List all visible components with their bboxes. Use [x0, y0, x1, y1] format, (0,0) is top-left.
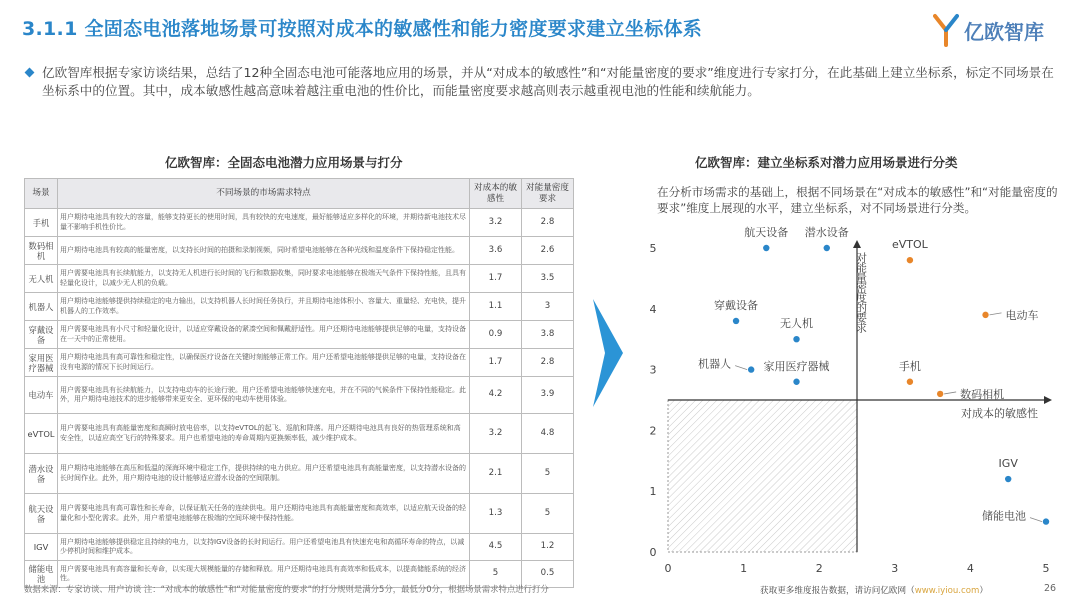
table-row — [25, 454, 574, 494]
point-label: 机器人 — [698, 357, 732, 371]
table-row — [25, 349, 574, 377]
chart-description: 在分析市场需求的基础上，根据不同场景在“对成本的敏感性”和“对能量密度的要求”维度上展现的水平，建立坐标系，对不同场景进行分类。 — [657, 185, 1058, 215]
point-label: 航天设备 — [744, 226, 789, 239]
desc-cell: 用户需要电池具有长续航能力，以支持电动车的长途行驶。用户还希望电池能够快速充电，并在不同的气候条件下保持性能稳定。此外，用户期待电池技术的进步能够带来更安全、更环保的电动车使用体验。 — [58, 377, 470, 414]
table-row — [25, 209, 574, 237]
data-point — [748, 366, 754, 372]
cost-score-cell: 1.1 — [470, 293, 522, 321]
footer-url-link[interactable]: www.iyiou.com — [914, 586, 980, 596]
point-leader-line — [990, 313, 1002, 315]
data-point — [763, 245, 769, 251]
desc-cell: 用户需要电池具有高容量和长寿命，以实现大规模能量的存储和释放。用户还期待电池具有高效率和低成本，以提高储能系统的经济性。 — [58, 561, 470, 588]
x-tick-label: 3 — [891, 562, 899, 575]
x-tick-label: 1 — [740, 562, 748, 575]
point-label: IGV — [998, 457, 1018, 471]
desc-cell: 用户期待电池能够提供稳定且持续的电力，以支持IGV设备的长时间运行。用户还希望电池具有快速充电和高循环寿命的特点，以减少停机时间和维护成本。 — [58, 534, 470, 561]
scene-cell: 机器人 — [25, 293, 58, 321]
point-label: eVTOL — [892, 238, 928, 252]
score-table — [24, 178, 574, 588]
cost-score-cell: 4.5 — [470, 534, 522, 561]
point-label: 穿戴设备 — [714, 298, 759, 312]
y-tick-label: 3 — [649, 363, 657, 377]
scatter-chart — [615, 226, 1065, 582]
table-row — [25, 265, 574, 293]
scene-cell: 潜水设备 — [25, 454, 58, 494]
desc-cell: 用户期待电池能够在高压和低温的深海环境中稳定工作，提供持续的电力供应。用户还希望电池具有高能量密度，以支持潜水设备的长时间作业。此外，用户期待电池的设计能够适应潜水设备的空间限制。 — [58, 454, 470, 494]
energy-score-cell: 0.5 — [522, 561, 574, 588]
y-axis-label: 对能量密度的要求 — [854, 252, 868, 332]
energy-score-cell: 3 — [522, 293, 574, 321]
point-label: 数码相机 — [960, 387, 1005, 401]
energy-score-cell: 5 — [522, 454, 574, 494]
energy-score-cell: 2.8 — [522, 349, 574, 377]
table-header-desc: 不同场景的市场需求特点 — [58, 179, 470, 209]
data-point — [824, 245, 830, 251]
table-row — [25, 414, 574, 454]
scene-cell: 电动车 — [25, 377, 58, 414]
point-leader-line — [944, 392, 956, 394]
table-header-cost: 对成本的敏感性 — [470, 179, 522, 209]
energy-score-cell: 3.9 — [522, 377, 574, 414]
x-tick-label: 4 — [966, 562, 974, 575]
cost-score-cell: 5 — [470, 561, 522, 588]
footer-text-start: 获取更多维度报告数据，请访问亿欧网（ — [760, 586, 915, 596]
energy-score-cell: 2.8 — [522, 209, 574, 237]
data-point — [982, 312, 988, 318]
table-header-energy: 对能量密度要求 — [522, 179, 574, 209]
y-axis-arrowhead — [853, 240, 861, 248]
cost-score-cell: 0.9 — [470, 321, 522, 349]
cost-score-cell: 2.1 — [470, 454, 522, 494]
scene-cell: 航天设备 — [25, 494, 58, 534]
scene-cell: 家用医疗器械 — [25, 349, 58, 377]
logo-text: 亿欧智库 — [964, 19, 1044, 44]
cost-score-cell: 1.7 — [470, 349, 522, 377]
point-label: 手机 — [898, 359, 921, 373]
table-row — [25, 494, 574, 534]
desc-cell: 用户需要电池具有高能量密度和高瞬时放电倍率，以支持eVTOL的起飞、巡航和降落。用户还期待电池具有良好的热管理系统和高安全性，以适应高空飞行的特殊要求。用户也希望电池的寿命周期内更换频率低，减少维护成本。 — [58, 414, 470, 454]
desc-cell: 用户需要电池具有长续航能力，以支持无人机进行长时间的飞行和数据收集，同时要求电池能够在极端天气条件下保持性能，且具有轻量化设计，以减少无人机的负载。 — [58, 265, 470, 293]
scene-cell: 无人机 — [25, 265, 58, 293]
point-leader-line — [735, 366, 747, 370]
source-note: 数据来源：专家访谈、用户访谈 注：“对成本的敏感性”和“对能量密度的要求”的打分规则是满分5分，最低分0分，根据场景需求特点进行打分 — [24, 584, 549, 594]
data-point — [793, 379, 799, 385]
cost-score-cell: 3.2 — [470, 209, 522, 237]
scene-cell: 数码相机 — [25, 237, 58, 265]
energy-score-cell: 3.8 — [522, 321, 574, 349]
logo — [933, 12, 1044, 48]
cost-score-cell: 3.2 — [470, 414, 522, 454]
cost-score-cell: 3.6 — [470, 237, 522, 265]
cost-score-cell: 1.7 — [470, 265, 522, 293]
data-point — [1043, 518, 1049, 524]
data-point — [907, 257, 913, 263]
intro-text: 亿欧智库根据专家访谈结果，总结了12种全固态电池可能落地应用的场景，并从“对成本的敏感性”和“对能量密度的要求”维度进行专家打分，在此基础上建立坐标系，标定不同场景在坐标系中的位置。其中，成本敏感性越高意味着越注重电池的性价比，而能量密度要求越高则表示越重视电池的性能和续航能力。 — [42, 65, 1054, 98]
low-low-quadrant — [668, 400, 857, 552]
desc-cell: 用户期待电池能够提供持续稳定的电力输出，以支持机器人长时间任务执行，并且期待电池体积小、容量大、重量轻、充电快，提升机器人的工作效率。 — [58, 293, 470, 321]
desc-cell: 用户需要电池具有高可靠性和长寿命，以保证航天任务的连续供电。用户还期待电池具有高能量密度和高效率，以适应航天设备的轻量化和小型化需求。此外，用户希望电池能够在极端的空间环境中保持性能。 — [58, 494, 470, 534]
logo-mark-icon — [933, 13, 959, 47]
y-tick-label: 2 — [649, 424, 657, 438]
scene-cell: IGV — [25, 534, 58, 561]
page-title: 3.1.1 全固态电池落地场景可按照对成本的敏感性和能力密度要求建立坐标体系 — [22, 18, 703, 40]
point-label: 潜水设备 — [804, 226, 849, 239]
energy-score-cell: 1.2 — [522, 534, 574, 561]
desc-cell: 用户期待电池具有较高的能量密度，以支持长时间的拍摄和录制视频，同时希望电池能够在各种光线和温度条件下保持稳定性能。 — [58, 237, 470, 265]
cost-score-cell: 1.3 — [470, 494, 522, 534]
energy-score-cell: 5 — [522, 494, 574, 534]
table-header-scene: 场景 — [25, 179, 58, 209]
desc-cell: 用户需要电池具有小尺寸和轻量化设计，以适应穿戴设备的紧凑空间和佩戴舒适性。用户还期待电池能够提供足够的电量，支持设备在一天中的正常使用。 — [58, 321, 470, 349]
x-tick-label: 2 — [815, 562, 823, 575]
x-tick-label: 0 — [664, 562, 672, 575]
energy-score-cell: 4.8 — [522, 414, 574, 454]
y-tick-label: 4 — [649, 302, 657, 316]
data-point — [733, 318, 739, 324]
chart-caption: 亿欧智库：建立坐标系对潜力应用场景进行分类 — [695, 155, 958, 170]
data-point — [793, 336, 799, 342]
y-tick-label: 1 — [649, 485, 657, 499]
point-label: 家用医疗器械 — [763, 359, 830, 373]
point-label: 电动车 — [1005, 308, 1039, 322]
point-leader-line — [1030, 518, 1042, 522]
scene-cell: eVTOL — [25, 414, 58, 454]
data-point — [1005, 476, 1011, 482]
cost-score-cell: 4.2 — [470, 377, 522, 414]
data-point — [907, 379, 913, 385]
point-label: 储能电池 — [982, 509, 1026, 523]
table-row — [25, 321, 574, 349]
data-point — [937, 391, 943, 397]
scene-cell: 手机 — [25, 209, 58, 237]
x-axis-arrowhead — [1044, 396, 1052, 404]
table-row — [25, 237, 574, 265]
desc-cell: 用户期待电池具有较大的容量，能够支持更长的使用时间，具有较快的充电速度，最好能够适应多样化的环境，并期待新电池技术尽量不影响手机性价比。 — [58, 209, 470, 237]
footer-text — [760, 584, 988, 596]
table-caption: 亿欧智库：全固态电池潜力应用场景与打分 — [165, 155, 403, 170]
x-axis-label: 对成本的敏感性 — [961, 407, 1038, 420]
intro-paragraph — [28, 64, 1058, 100]
point-label: 无人机 — [780, 317, 814, 331]
page-number: 26 — [1044, 583, 1057, 594]
x-tick-label: 5 — [1042, 562, 1050, 575]
energy-score-cell: 3.5 — [522, 265, 574, 293]
energy-score-cell: 2.6 — [522, 237, 574, 265]
y-tick-label: 5 — [649, 242, 657, 255]
footer-text-end: ） — [979, 586, 988, 596]
table-row — [25, 377, 574, 414]
y-tick-label: 0 — [649, 546, 657, 559]
scene-cell: 储能电池 — [25, 561, 58, 588]
scene-cell: 穿戴设备 — [25, 321, 58, 349]
table-row — [25, 293, 574, 321]
table-row — [25, 534, 574, 561]
table-header-row — [25, 179, 574, 209]
desc-cell: 用户期待电池具有高可靠性和稳定性，以确保医疗设备在关键时刻能够正常工作。用户还希望电池能够提供足够的电量，支持设备在没有电源的情况下长时间运行。 — [58, 349, 470, 377]
